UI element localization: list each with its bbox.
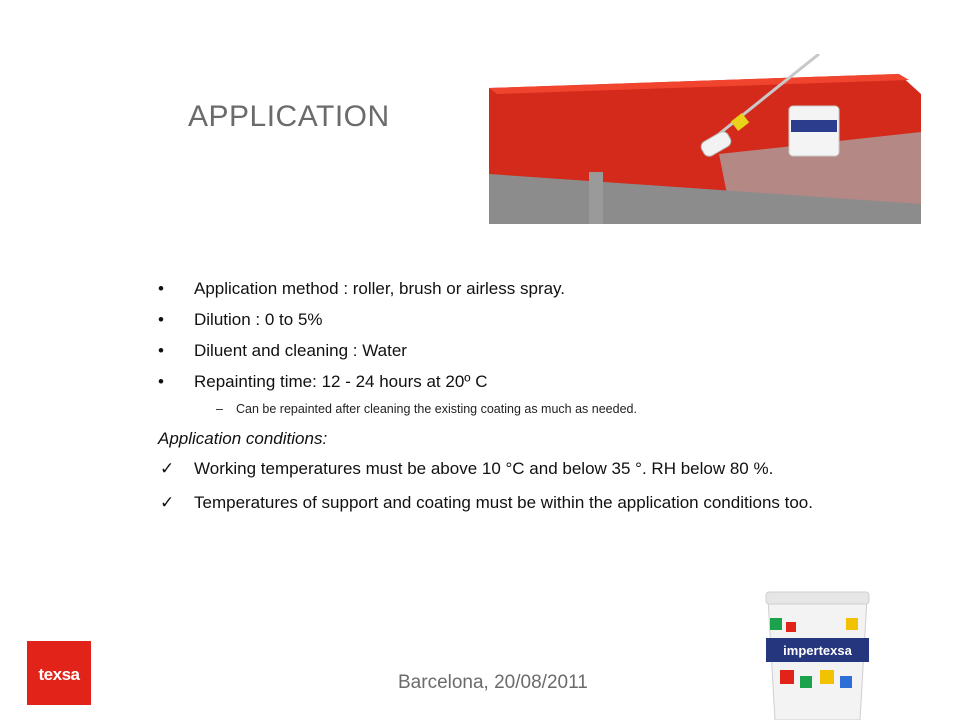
condition-support (158, 492, 882, 514)
bullet-mark: • (158, 310, 164, 329)
bullet-mark: • (158, 372, 164, 391)
sub-bullet-text: Can be repainted after cleaning the existing coating as much as needed. (236, 402, 637, 416)
check-icon: ✓ (160, 493, 175, 512)
bullet-text: Dilution : 0 to 5% (194, 310, 323, 329)
content-area (158, 278, 882, 526)
condition-text: Working temperatures must be above 10 °C and below 35 °. RH below 80 %. (194, 459, 774, 478)
logo-text: texsa (38, 665, 80, 684)
texsa-logo (27, 641, 91, 705)
conditions-heading: Application conditions: (158, 429, 328, 448)
condition-temperature (158, 458, 882, 480)
sub-bullet-repaint (158, 398, 882, 420)
roof-painting-illustration (489, 54, 921, 224)
bullet-text: Application method : roller, brush or airless spray. (194, 279, 566, 298)
bullet-mark: • (158, 341, 164, 360)
check-icon: ✓ (160, 459, 175, 478)
condition-text: Temperatures of support and coating must be within the application conditions too. (194, 493, 813, 512)
slide-title: APPLICATION (188, 100, 390, 133)
product-bucket-image (760, 588, 875, 720)
bullet-mark: • (158, 279, 164, 298)
footer-date: Barcelona, 20/08/2011 (398, 672, 588, 693)
bullet-application-method (158, 278, 882, 300)
bullet-text: Repainting time: 12 - 24 hours at 20º C (194, 372, 488, 391)
bullet-diluent (158, 340, 882, 362)
dash-mark: – (216, 402, 223, 416)
bucket-label: impertexsa (783, 643, 852, 658)
bullet-dilution (158, 309, 882, 331)
bullet-repainting-time (158, 371, 882, 393)
bullet-text: Diluent and cleaning : Water (194, 341, 407, 360)
